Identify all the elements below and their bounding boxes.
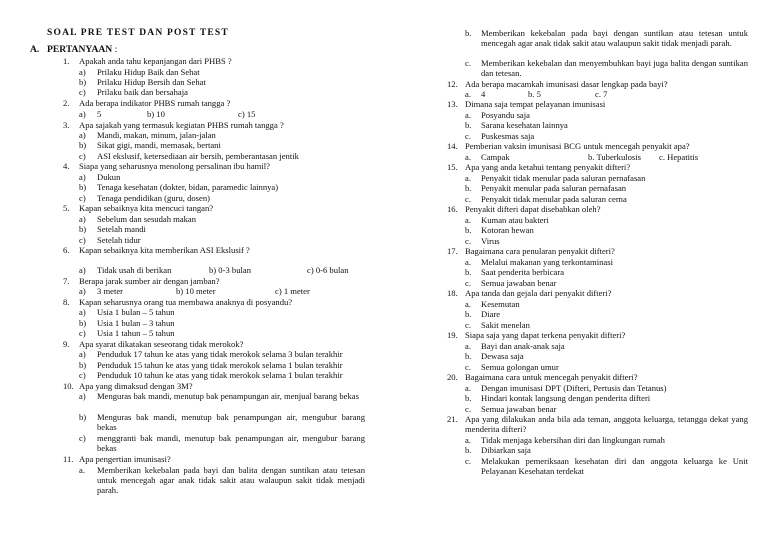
q20-option-c-letter: c. <box>465 404 471 414</box>
q3-text: Apa sajakah yang termasuk kegiatan PHBS rumah tangga ? <box>79 120 284 130</box>
q1-option-b-letter: b) <box>79 77 87 87</box>
q21-option-c-letter: c. <box>465 456 471 466</box>
q13-option-b-letter: b. <box>465 120 472 130</box>
q18-option-c: Sakit menelan <box>481 320 530 330</box>
q20-option-b: Hindari kontak langsung dengan penderita difteri <box>481 393 651 403</box>
q11-option-a: Memberikan kekebalan pada bayi dan balita dengan suntikan atau tetesan untuk mencegah agar anak tidak sakit atau walaupun sakit tidak menjadi parah. <box>97 465 365 495</box>
q8-option-a: Usia 1 bulan – 5 tahun <box>97 307 175 317</box>
q17-text: Bagaimana cara penularan penyakit difteri? <box>465 246 615 256</box>
q11-option-c: Memberikan kekebalan dan menyembuhkan bayi juga balita dengan suntikan dan tetesan. <box>481 58 748 78</box>
q21-text: Apa yang dilakukan anda bila ada teman, anggota keluarga, tetangga dekat yang menderita difteri? <box>465 414 748 434</box>
q18-option-b: Diare <box>481 309 501 319</box>
q10-option-b: Menguras bak mandi, menutup bak penampungan air, mengubur barang bekas <box>97 412 365 432</box>
q17-number: 17. <box>447 246 458 256</box>
q17-option-a-letter: a. <box>465 257 471 267</box>
q6-option-b: b) 0-3 bulan <box>209 265 252 275</box>
q20-option-b-letter: b. <box>465 393 472 403</box>
q1-number: 1. <box>63 56 70 66</box>
q5-number: 5. <box>63 203 70 213</box>
q9-option-b-letter: b) <box>79 360 87 370</box>
q20-option-a: Dengan imunisasi DPT (Difteri, Pertusis dan Tetanus) <box>481 383 667 393</box>
q19-text: Siapa saja yang dapat terkena penyakit difteri? <box>465 330 626 340</box>
q9-option-c-letter: c) <box>79 370 86 380</box>
q8-option-c: Usia 1 tahun – 5 tahun <box>97 328 175 338</box>
q9-text: Apa syarat dikatakan seseorang tidak merokok? <box>79 339 244 349</box>
q7-option-a: 3 meter <box>97 286 124 296</box>
q10-text: Apa yang dimaksud dengan 3M? <box>79 381 193 391</box>
q1-option-a-letter: a) <box>79 67 86 77</box>
q16-option-b-letter: b. <box>465 225 472 235</box>
q15-option-b-letter: b. <box>465 183 472 193</box>
q1-option-a: Prilaku Hidup Baik dan Sehat <box>97 67 200 77</box>
q9-option-c: Penduduk 10 tahun ke atas yang tidak merokok selama 1 bulan terakhir <box>97 370 343 380</box>
q10-option-b-letter: b) <box>79 412 87 422</box>
q10-option-c: menggranti bak mandi, menutup bak penampungan air, mengubur barang bekas <box>97 433 365 453</box>
q20-option-c: Semua jawaban benar <box>481 404 557 414</box>
q11-text: Apa pengertian imunisasi? <box>79 454 171 464</box>
q6-number: 6. <box>63 245 70 255</box>
q13-number: 13. <box>447 99 458 109</box>
q5-option-c-letter: c) <box>79 235 86 245</box>
q12-option-b: b. 5 <box>528 89 541 99</box>
q13-option-a-letter: a. <box>465 110 471 120</box>
q18-option-a-letter: a. <box>465 299 471 309</box>
section-suffix: : <box>112 44 118 55</box>
q18-option-c-letter: c. <box>465 320 471 330</box>
q14-text: Pemberian vaksin imunisasi BCG untuk mencegah penyakit apa? <box>465 141 690 151</box>
q19-number: 19. <box>447 330 458 340</box>
q18-text: Apa tanda dan gejala dari penyakit difteri? <box>465 288 612 298</box>
q16-option-c: Virus <box>481 236 500 246</box>
q15-option-c: Penyakit tidak menular pada saluran cerna <box>481 194 627 204</box>
q3-option-a-letter: a) <box>79 130 86 140</box>
q5-text: Kapan sebaiknya kita mencuci tangan? <box>79 203 214 213</box>
q17-option-c: Semua jawaban benar <box>481 278 557 288</box>
q21-option-c: Melakukan pemeriksaan kesehatan diri dan anggota keluarga ke Unit Pelayanan Kesehatan terdekat <box>481 456 748 476</box>
q4-option-a: Dukun <box>97 172 121 182</box>
q7-option-a-letter: a) <box>79 286 86 296</box>
q6-option-a-letter: a) <box>79 265 86 275</box>
q12-text: Ada berapa macamkah imunisasi dasar lengkap pada bayi? <box>465 79 668 89</box>
q20-option-a-letter: a. <box>465 383 471 393</box>
q10-option-c-letter: c) <box>79 433 86 443</box>
q1-option-c: Prilaku baik dan bersahaja <box>97 87 188 97</box>
q8-option-b: Usia 1 bulan – 3 tahun <box>97 318 175 328</box>
q19-option-c: Semua golongan umur <box>481 362 559 372</box>
q4-text: Siapa yang seharusnya menolong persalinan ibu hamil? <box>79 161 270 171</box>
q16-number: 16. <box>447 204 458 214</box>
q15-option-a-letter: a. <box>465 173 471 183</box>
q15-text: Apa yang anda ketahui tentang penyakit difteri? <box>465 162 631 172</box>
q10-option-a-letter: a) <box>79 391 86 401</box>
q17-option-a: Melalui makanan yang terkontaminasi <box>481 257 613 267</box>
q5-option-a-letter: a) <box>79 214 86 224</box>
q3-option-a: Mandi, makan, minum, jalan-jalan <box>97 130 216 140</box>
q2-option-a: 5 <box>97 109 102 119</box>
q14-option-a-letter: a. <box>465 152 471 162</box>
q5-option-b: Setelah mandi <box>97 224 146 234</box>
q2-option-a-letter: a) <box>79 109 86 119</box>
q7-option-c: c) 1 meter <box>275 286 310 296</box>
q21-number: 21. <box>447 414 458 424</box>
section-heading <box>47 45 117 55</box>
q9-option-a-letter: a) <box>79 349 86 359</box>
q17-option-b-letter: b. <box>465 267 472 277</box>
q7-option-b: b) 10 meter <box>176 286 216 296</box>
q1-option-c-letter: c) <box>79 87 86 97</box>
q14-option-a: Campak <box>481 152 510 162</box>
q6-option-a: Tidak usah di berikan <box>97 265 172 275</box>
q2-number: 2. <box>63 98 70 108</box>
q13-option-c: Puskesmas saja <box>481 131 535 141</box>
q9-number: 9. <box>63 339 70 349</box>
q8-number: 8. <box>63 297 70 307</box>
q16-text: Penyakit difteri dapat disebabkan oleh? <box>465 204 601 214</box>
q11-option-c-letter: c. <box>465 58 471 68</box>
q8-option-b-letter: b) <box>79 318 87 328</box>
q18-number: 18. <box>447 288 458 298</box>
q3-number: 3. <box>63 120 70 130</box>
q4-option-c-letter: c) <box>79 193 86 203</box>
q12-option-c: c. 7 <box>595 89 608 99</box>
q12-number: 12. <box>447 79 458 89</box>
q2-option-c: c) 15 <box>238 109 256 119</box>
q16-option-a: Kuman atau bakteri <box>481 215 549 225</box>
q21-option-a-letter: a. <box>465 435 471 445</box>
q4-option-c: Tenaga pendidikan (guru, dosen) <box>97 193 210 203</box>
q8-option-a-letter: a) <box>79 307 86 317</box>
q19-option-c-letter: c. <box>465 362 471 372</box>
q14-option-b: b. Tuberkulosis <box>588 152 642 162</box>
q2-text: Ada berapa indikator PHBS rumah tangga ? <box>79 98 231 108</box>
q11-option-a-letter: a. <box>79 465 85 475</box>
q15-number: 15. <box>447 162 458 172</box>
q10-number: 10. <box>63 381 74 391</box>
q6-option-c: c) 0-6 bulan <box>307 265 349 275</box>
q16-option-b: Kotoran hewan <box>481 225 534 235</box>
q21-option-b: Dibiarkan saja <box>481 445 531 455</box>
q14-number: 14. <box>447 141 458 151</box>
q13-option-a: Posyandu saja <box>481 110 530 120</box>
q11-option-b: Memberikan kekebalan pada bayi dengan suntikan atau tetesan untuk mencegah agar anak tidak sakit atau walaupun sakit tidak menjadi parah. <box>481 28 748 48</box>
q19-option-b: Dewasa saja <box>481 351 524 361</box>
section-label: PERTANYAAN <box>47 44 113 55</box>
document-title: SOAL PRE TEST DAN POST TEST <box>47 28 229 38</box>
q18-option-a: Kesemutan <box>481 299 520 309</box>
q20-number: 20. <box>447 372 458 382</box>
q3-option-c-letter: c) <box>79 151 86 161</box>
q12-option-a: 4 <box>481 89 486 99</box>
q1-text: Apakah anda tahu kepanjangan dari PHBS ? <box>79 56 232 66</box>
q19-option-a: Bayi dan anak-anak saja <box>481 341 565 351</box>
q15-option-a: Penyakit tidak menular pada saluran pernafasan <box>481 173 646 183</box>
q13-text: Dimana saja tempat pelayanan imunisasi <box>465 99 606 109</box>
section-marker: A. <box>30 44 40 55</box>
q8-option-c-letter: c) <box>79 328 86 338</box>
q13-option-c-letter: c. <box>465 131 471 141</box>
q7-text: Berapa jarak sumber air dengan jamban? <box>79 276 220 286</box>
q12-option-a-letter: a. <box>465 89 471 99</box>
q16-option-c-letter: c. <box>465 236 471 246</box>
q17-option-c-letter: c. <box>465 278 471 288</box>
q3-option-c: ASI ekslusif, ketersediaan air bersih, pemberantasan jentik <box>97 151 299 161</box>
q19-option-a-letter: a. <box>465 341 471 351</box>
q10-option-a: Menguras bak mandi, menutup bak penampungan air, menjual barang bekas <box>97 391 359 401</box>
q3-option-b-letter: b) <box>79 140 87 150</box>
q15-option-b: Penyakit menular pada saluran pernafasan <box>481 183 627 193</box>
q15-option-c-letter: c. <box>465 194 471 204</box>
q1-option-b: Prilaku Hidup Bersih dan Sehat <box>97 77 206 87</box>
q18-option-b-letter: b. <box>465 309 472 319</box>
q4-option-a-letter: a) <box>79 172 86 182</box>
q19-option-b-letter: b. <box>465 351 472 361</box>
q21-option-a: Tidak menjaga kebersihan diri dan lingkungan rumah <box>481 435 665 445</box>
q2-option-b: b) 10 <box>147 109 165 119</box>
q4-option-b: Tenaga kesehatan (dokter, bidan, paramedic lainnya) <box>97 182 279 192</box>
q4-option-b-letter: b) <box>79 182 87 192</box>
q16-option-a-letter: a. <box>465 215 471 225</box>
q6-text: Kapan sebaiknya kita memberikan ASI Ekslusif ? <box>79 245 250 255</box>
q21-option-b-letter: b. <box>465 445 472 455</box>
q20-text: Bagaimana cara untuk mencegah penyakit difteri? <box>465 372 638 382</box>
q5-option-c: Setelah tidur <box>97 235 141 245</box>
q13-option-b: Sarana kesehatan lainnya <box>481 120 568 130</box>
q4-number: 4. <box>63 161 70 171</box>
q14-option-c: c. Hepatitis <box>659 152 699 162</box>
q5-option-b-letter: b) <box>79 224 87 234</box>
q9-option-a: Penduduk 17 tahun ke atas yang tidak merokok selama 3 bulan terakhir <box>97 349 343 359</box>
q9-option-b: Penduduk 15 tahun ke atas yang tidak merokok selama 1 bulan terakhir <box>97 360 343 370</box>
q5-option-a: Sebelum dan sesudah makan <box>97 214 197 224</box>
q8-text: Kapan seharusnya orang tua membawa anaknya di posyandu? <box>79 297 293 307</box>
q7-number: 7. <box>63 276 70 286</box>
q11-option-b-letter: b. <box>465 28 472 38</box>
q3-option-b: Sikat gigi, mandi, memasak, bertani <box>97 140 221 150</box>
q11-number: 11. <box>63 454 74 464</box>
q17-option-b: Saat penderita berbicara <box>481 267 565 277</box>
